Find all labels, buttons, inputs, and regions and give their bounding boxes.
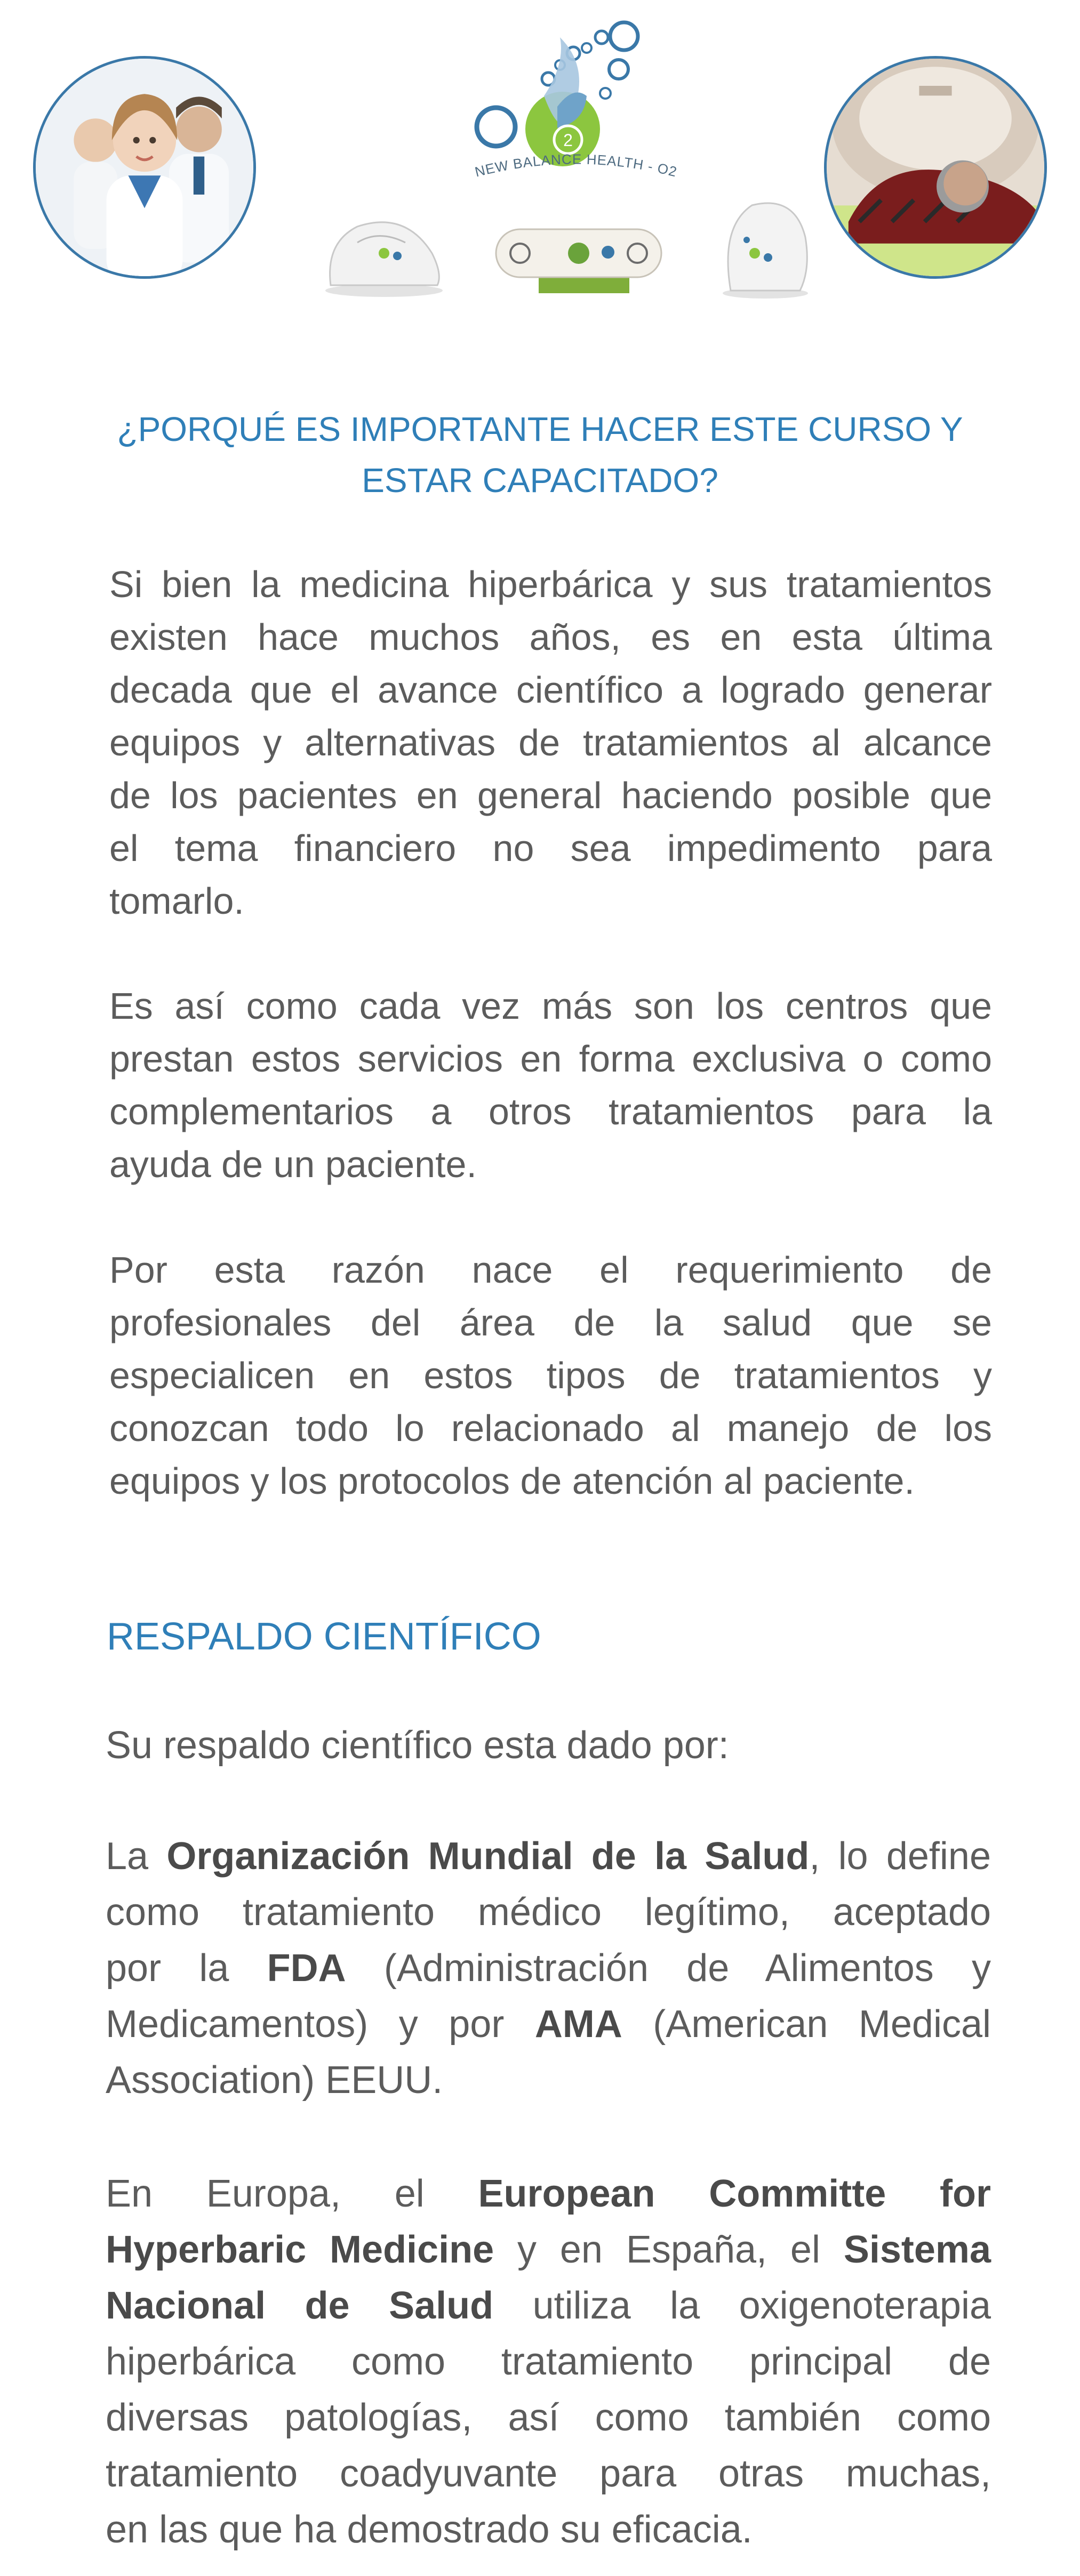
chamber-horizontal-icon [491,221,667,296]
text-line [106,1941,991,1997]
text-line: en las que ha demostrado su eficacia. [106,2508,753,2551]
text-line: tomarlo. [109,880,244,922]
text-line: ayuda de un paciente. [109,1144,477,1185]
doctors-photo-icon [36,59,253,276]
text-line: complementarios a otros tratamientos para la [109,1091,992,1132]
text-line: profesionales del área de la salud que se [109,1302,992,1343]
text-line: Es así como cada vez más son los centros que [109,985,992,1027]
bold-text: Hyperbaric Medicine [106,2228,494,2271]
paragraph-scientific-intro [106,1718,991,1774]
text-line: decada que el avance científico a logrado generar [109,669,992,711]
bold-text: Sistema [843,2228,991,2271]
paragraph-centers [109,980,992,1191]
text-line: prestan estos servicios en forma exclusiva o como [109,1038,992,1080]
chamber-small-icon [320,211,448,301]
text-segment: , lo define [809,1835,991,1878]
text-segment: (Administración de Alimentos y [346,1947,991,1990]
text-line: el tema financiero no sea impedimento para [109,827,992,869]
text-line: existen hace muchos años, es en esta última [109,616,992,658]
paragraph-europe [106,2166,991,2558]
chamber-upright-icon [715,195,816,301]
patient-photo-icon [827,59,1044,276]
text-segment: y en España, el [494,2228,844,2271]
text-line: Si bien la medicina hiperbárica y sus tratamientos [109,564,992,605]
text-segment: Medicamentos) y por [106,2003,535,2046]
paragraph-professionals [109,1244,992,1508]
text-segment: En Europa, el [106,2172,478,2215]
paragraph-intro [109,558,992,928]
text-line: equipos y alternativas de tratamientos al alcance [109,722,992,763]
logo-icon [464,16,688,203]
text-line [106,2278,991,2334]
text-line [106,2222,991,2278]
text-line: Association) EEUU. [106,2059,443,2102]
text-line: diversas patologías, así como también como [106,2396,991,2439]
heading-line: ESTAR CAPACITADO? [362,461,718,500]
text-line: Por esta razón nace el requerimiento de [109,1249,992,1291]
text-line: Su respaldo científico esta dado por: [106,1724,729,1767]
text-line [106,2166,991,2222]
bold-text: FDA [267,1947,346,1990]
logo-badge-text: 2 [563,131,573,150]
heading-line: ¿PORQUÉ ES IMPORTANTE HACER ESTE CURSO Y [117,410,963,448]
text-segment: (American Medical [622,2003,991,2046]
text-line: tratamiento coadyuvante para otras muchas, [106,2452,991,2495]
bold-text: European Committe for [478,2172,991,2215]
text-line [106,1829,991,1885]
logo-text: NEW BALANCE HEALTH - O2 [473,151,679,180]
patient-in-chamber-photo [824,56,1047,279]
bold-text: AMA [534,2003,622,2046]
svg-text:NEW BALANCE HEALTH - O2 [473,151,679,180]
header [0,0,1080,331]
bold-text: Organización Mundial de la Salud [166,1835,810,1878]
text-line: equipos y los protocolos de atención al paciente. [109,1460,915,1502]
text-line: hiperbárica como tratamiento principal de [106,2340,991,2383]
doctors-photo [33,56,256,279]
text-line: especialicen en estos tipos de tratamientos y [109,1355,992,1396]
text-segment: La [106,1835,167,1878]
text-segment: utiliza la oxigenoterapia [493,2284,991,2327]
text-line: de los pacientes en general haciendo posible que [109,775,992,816]
section-heading-scientific: RESPALDO CIENTÍFICO [107,1615,541,1658]
text-segment: por la [106,1947,267,1990]
text-line [106,1997,991,2052]
text-line: como tratamiento médico legítimo, aceptado [106,1891,991,1934]
paragraph-organizations [106,1829,991,2108]
text-line: conozcan todo lo relacionado al manejo de los [109,1407,992,1449]
company-logo [464,16,688,203]
section-heading-importance [107,404,973,506]
bold-text: Nacional de Salud [106,2284,494,2327]
